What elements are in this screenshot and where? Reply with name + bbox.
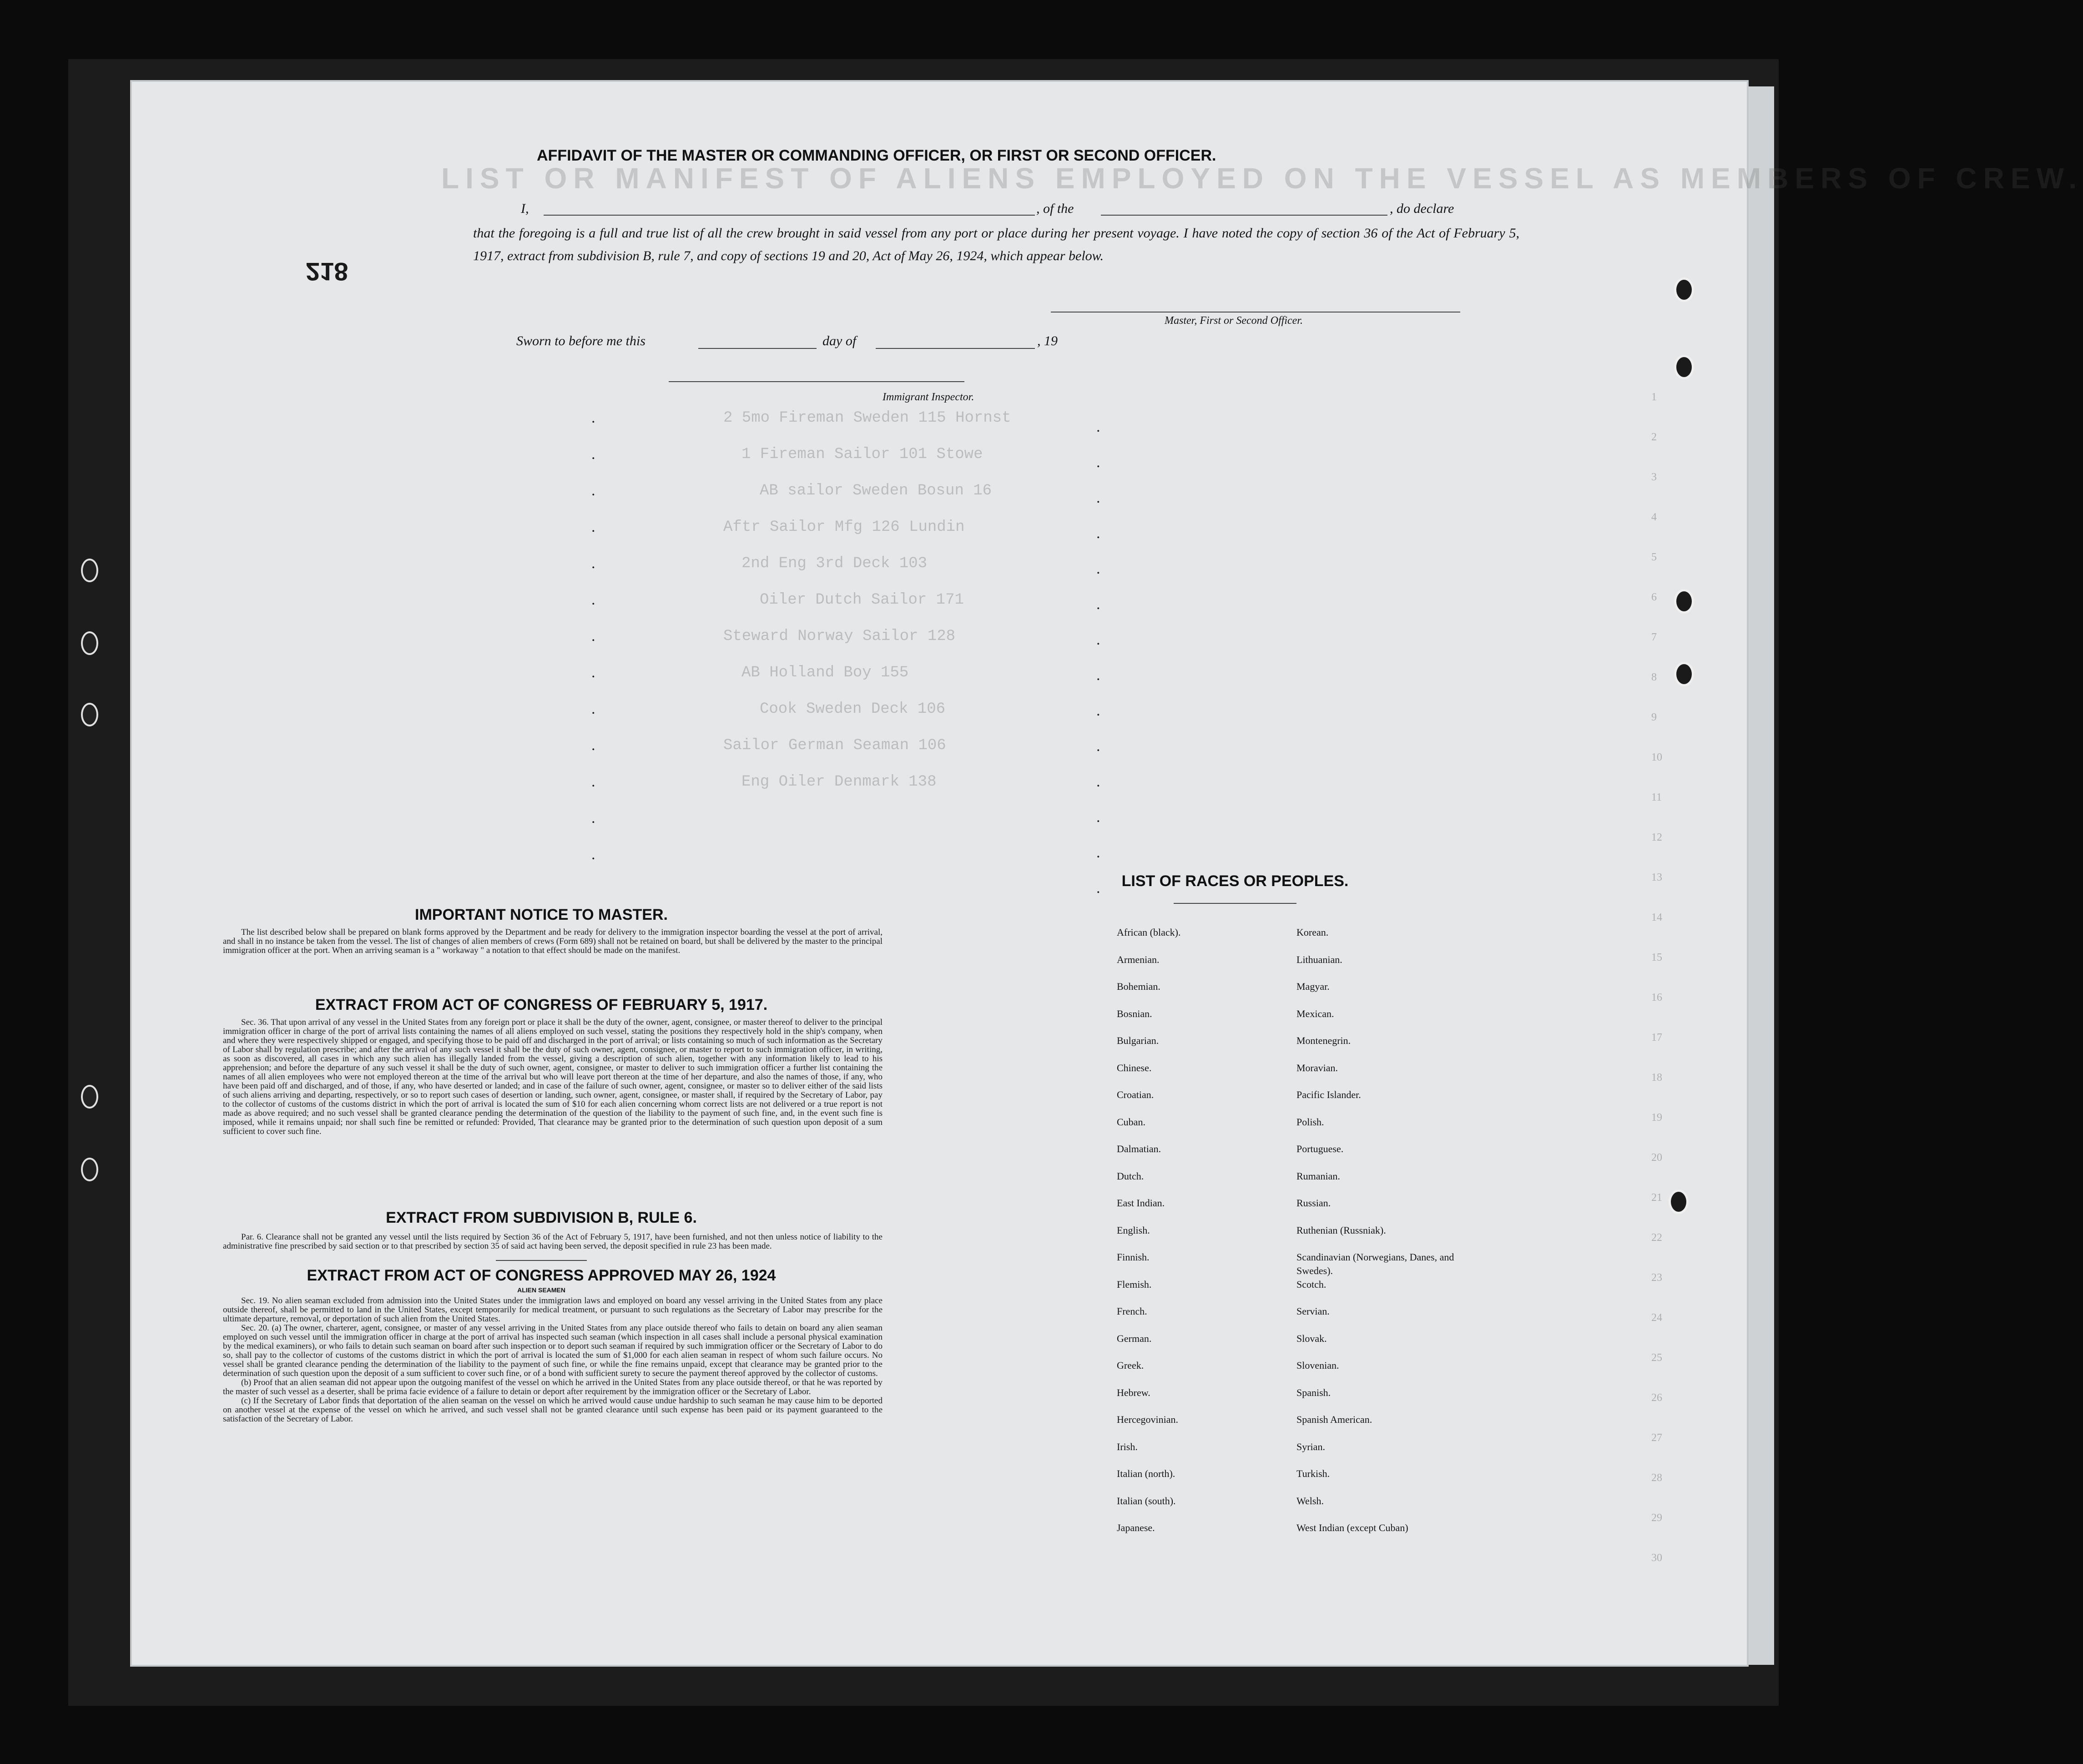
dot-mark: .	[1096, 738, 1100, 755]
dot-mark: .	[1096, 809, 1100, 826]
dot-mark: .	[591, 773, 595, 790]
dot-mark: .	[591, 664, 595, 681]
dot-mark: .	[591, 846, 595, 863]
race-item: Italian (north).	[1117, 1468, 1175, 1479]
sec20b-paragraph: (b) Proof that an alien seaman did not appear upon the outgoing manifest of the vessel on which he arrived in the United States from any place outside thereof, or that he was reported by the master of such vessel as a deserter, shall be prima facie evidence of a failure to detain or deport after requirement by the immigration officer or the Secretary of Labor.	[223, 1378, 883, 1396]
punch-hole	[81, 631, 98, 655]
extract-1924-text	[223, 1296, 883, 1424]
binder-ring	[1674, 355, 1694, 379]
punch-hole	[81, 559, 98, 582]
sworn-day-line	[698, 348, 817, 349]
bleed-row-number: 14	[1651, 912, 1662, 923]
bleed-row-number: 20	[1651, 1152, 1662, 1164]
race-item: Slovenian.	[1296, 1360, 1339, 1371]
extract-rule6-paragraph: Par. 6. Clearance shall not be granted any vessel until the lists required by Section 36 of the Act of February 5, 1917, have been furnished, and not then unless notice of liability to the administrative fine prescribed by said section or to that prescribed by section 35 of said act having been served, the deposit specified in rule 23 has been made.	[223, 1232, 883, 1251]
dot-mark: .	[591, 555, 595, 572]
bleed-through-line: 2 5mo Fireman Sweden 115 Hornst	[723, 409, 1011, 427]
bleed-row-number: 4	[1651, 511, 1657, 523]
bleed-row-number: 17	[1651, 1032, 1662, 1043]
sworn-month-line	[876, 348, 1035, 349]
bleed-row-number: 24	[1651, 1312, 1662, 1324]
race-item: Bohemian.	[1117, 981, 1160, 992]
race-item: Hebrew.	[1117, 1386, 1150, 1398]
extract-rule6-text	[223, 1233, 883, 1251]
dot-mark: .	[591, 591, 595, 608]
extract-1917-paragraph: Sec. 36. That upon arrival of any vessel in the United States from any foreign port or place it shall be the duty of the owner, agent, consignee, or master thereof to deliver to the principal immigration officer in charge of the port of arrival lists containing the names of all aliens employed on such vessel, stating the positions they respectively hold in the ship's company, when and where they were respectively shipped or engaged, and specifying those to be paid off and discharged in the port of arrival; or lists containing so much of such information as the Secretary of Labor shall by regulation prescribe; and after the arrival of any such vessel it shall be the duty of such owner, agent, consignee, or master to report to such immigration officer, in writing, as soon as discovered, all cases in which any such alien has illegally landed from the vessel, giving a description of such alien, together with any information likely to lead to his apprehension; and before the departure of any such vessel it shall be the duty of such owner, agent, consignee, or master to deliver to such immigration officer a further list containing the names of all alien employees who were not employed thereon at the time of the arrival but who will leave port thereon at the time of her departure, and also the names of those, if any, who have been paid off and discharged, and of those, if any, who have deserted or landed; and in case of the failure of such owner, agent, consignee, or master so to deliver either of the said lists of such aliens arriving and departing, respectively, or so to report such cases of desertion or landing, such owner, agent, consignee, or master shall, if required by the Secretary of Labor, pay to the collector of customs of the customs district in which the port of arrival is located the sum of $10 for each alien concerning whom correct lists are not delivered or a true report is not made as above required; and no such vessel shall be granted clearance pending the determination of the question of the liability to the payment of such fine, and, in the event such fine is imposed, while it remains unpaid; nor shall such fine be remitted or refunded: Provided, That clearance may be granted prior to the determination of such question upon deposit of a sum sufficient to cover such fine.	[223, 1018, 883, 1136]
notice-text	[223, 928, 883, 955]
bleed-row-number: 27	[1651, 1432, 1662, 1444]
dot-mark: .	[1096, 560, 1100, 577]
bleed-row-number: 29	[1651, 1512, 1662, 1524]
bleed-through-line: AB sailor Sweden Bosun 16	[760, 482, 992, 499]
bleed-row-number: 19	[1651, 1112, 1662, 1124]
dot-mark: .	[1096, 773, 1100, 790]
affidavit-form-page	[132, 82, 2083, 1665]
bleed-row-number: 28	[1651, 1472, 1662, 1484]
race-item: Slovak.	[1296, 1332, 1327, 1344]
bleed-through-line: Eng Oiler Denmark 138	[741, 773, 937, 791]
extract-rule6-title: EXTRACT FROM SUBDIVISION B, RULE 6.	[386, 1209, 697, 1226]
punch-hole	[81, 1158, 98, 1181]
extract-1924-subtitle: ALIEN SEAMEN	[517, 1286, 565, 1294]
sec19-paragraph: Sec. 19. No alien seaman excluded from admission into the United States under the immigration laws and employed on board any vessel arriving in the United States from any place outside thereof, shall be permitted to land in the United States, except temporarily for medical treatment, or pursuant to such regulations as the Secretary of Labor may prescribe for the ultimate departure, removal, or deportation of such alien from the United States.	[223, 1296, 883, 1324]
bleed-through-line: Cook Sweden Deck 106	[760, 701, 946, 718]
bleed-row-number: 26	[1651, 1392, 1662, 1404]
bleed-through-line: 1 Fireman Sailor 101 Stowe	[741, 446, 983, 463]
race-item: Bosnian.	[1117, 1008, 1152, 1019]
bleed-through-line: Oiler Dutch Sailor 171	[760, 591, 964, 609]
bleed-row-number: 22	[1651, 1232, 1662, 1244]
bleed-row-number: 25	[1651, 1352, 1662, 1364]
affidavit-title: AFFIDAVIT OF THE MASTER OR COMMANDING OFFICER, OR FIRST OR SECOND OFFICER.	[537, 147, 1216, 164]
bleed-row-number: 8	[1651, 671, 1657, 683]
stamped-number: 218	[306, 257, 348, 286]
dot-mark: .	[591, 519, 595, 535]
section-divider	[496, 1260, 587, 1261]
bleed-row-number: 10	[1651, 751, 1662, 763]
race-item: East Indian.	[1117, 1197, 1165, 1209]
race-item: Lithuanian.	[1296, 953, 1342, 965]
race-item: Japanese.	[1117, 1522, 1155, 1533]
dot-mark: .	[591, 737, 595, 754]
race-item: Ruthenian (Russniak).	[1296, 1224, 1386, 1236]
race-item: Scandinavian (Norwegians, Danes, and Swedes).	[1296, 1251, 1454, 1276]
punch-hole	[81, 1085, 98, 1109]
bleed-row-number: 21	[1651, 1192, 1662, 1204]
dot-mark: .	[591, 810, 595, 827]
race-item: Italian (south).	[1117, 1495, 1176, 1507]
bleed-through-line: AB Holland Boy 155	[741, 664, 909, 681]
race-item: African (black).	[1117, 927, 1181, 938]
bleed-row-number: 15	[1651, 952, 1662, 963]
race-item: Chinese.	[1117, 1062, 1152, 1074]
race-item: French.	[1117, 1305, 1147, 1317]
bleed-row-number: 1	[1651, 391, 1657, 403]
bleed-row-number: 2	[1651, 431, 1657, 443]
race-item: Scotch.	[1296, 1278, 1326, 1290]
dot-mark: .	[1096, 667, 1100, 684]
race-item: English.	[1117, 1224, 1150, 1236]
bleed-row-number: 6	[1651, 591, 1657, 603]
race-item: Montenegrin.	[1296, 1035, 1351, 1046]
dot-mark: .	[591, 482, 595, 499]
race-item: Dutch.	[1117, 1170, 1144, 1182]
race-item: Korean.	[1296, 927, 1329, 938]
bleed-row-number: 7	[1651, 631, 1657, 643]
extract-1917-text	[223, 1018, 883, 1136]
race-item: Hercegovinian.	[1117, 1414, 1178, 1425]
sec20c-paragraph: (c) If the Secretary of Labor finds that deportation of the alien seaman on the vessel on which he arrived would cause undue hardship to such seaman he may cause him to be deported on another vessel at the expense of the vessel on which he arrived, and such vessel shall not be granted clearance until such expense has been paid or its payment guaranteed to the satisfaction of the Secretary of Labor.	[223, 1396, 883, 1424]
race-item: Russian.	[1296, 1197, 1331, 1209]
sworn-prefix: Sworn to before me this	[516, 333, 646, 348]
race-item: German.	[1117, 1332, 1152, 1344]
binder-ring	[1669, 1189, 1689, 1214]
dot-mark: .	[1096, 596, 1100, 613]
bleed-through-line: Aftr Sailor Mfg 126 Lundin	[723, 519, 965, 536]
extract-1917-title: EXTRACT FROM ACT OF CONGRESS OF FEBRUARY 5, 1917.	[315, 996, 768, 1013]
extract-1924-title: EXTRACT FROM ACT OF CONGRESS APPROVED MAY 26, 1924	[307, 1267, 776, 1284]
bleed-through-line: 2nd Eng 3rd Deck 103	[741, 555, 928, 572]
master-signature-label: Master, First or Second Officer.	[1165, 315, 1303, 327]
sworn-day-of: day of	[822, 333, 857, 348]
race-item: Greek.	[1117, 1360, 1144, 1371]
race-item: Portuguese.	[1296, 1143, 1344, 1154]
race-item: Welsh.	[1296, 1495, 1324, 1507]
race-item: Flemish.	[1117, 1278, 1152, 1290]
race-item: Dalmatian.	[1117, 1143, 1161, 1154]
bleed-row-number: 9	[1651, 711, 1657, 723]
affidavit-of-the: , of the	[1036, 201, 1074, 216]
affidavit-statement: that the foregoing is a full and true list of all the crew brought in said vessel from any port or place during her present voyage. I have noted the copy of section 36 of the Act of February 5, 1917, extract from subdivision B, rule 7, and copy of sections 19 and 20, Act of May 26, 1924, which appear below.	[473, 226, 1519, 263]
binder-ring	[1674, 662, 1694, 686]
inspector-label: Immigrant Inspector.	[883, 391, 974, 403]
race-item: Spanish American.	[1296, 1414, 1372, 1425]
bleed-row-number: 16	[1651, 992, 1662, 1003]
affidavit-do-declare: , do declare	[1390, 201, 1454, 216]
notice-title: IMPORTANT NOTICE TO MASTER.	[415, 906, 668, 923]
bleed-row-number: 23	[1651, 1272, 1662, 1284]
dot-mark: .	[591, 409, 595, 426]
dot-mark: .	[591, 628, 595, 645]
dot-mark: .	[1096, 418, 1100, 435]
dot-mark: .	[1096, 880, 1100, 897]
race-item: Turkish.	[1296, 1468, 1330, 1479]
bleed-row-number: 11	[1651, 791, 1662, 803]
punch-hole	[81, 703, 98, 726]
race-item: Pacific Islander.	[1296, 1089, 1361, 1100]
race-item: Spanish.	[1296, 1386, 1331, 1398]
dot-mark: .	[1096, 454, 1100, 471]
race-item: Syrian.	[1296, 1441, 1325, 1452]
affidavit-i: I,	[521, 201, 529, 216]
dot-mark: .	[591, 701, 595, 717]
sworn-year: , 19	[1037, 333, 1058, 348]
races-title: LIST OF RACES OR PEOPLES.	[1121, 872, 1349, 890]
bleed-through-header: LIST OR MANIFEST OF ALIENS EMPLOYED ON THE VESSEL AS MEMBERS OF CREW.	[441, 162, 2083, 195]
dot-mark: .	[1096, 631, 1100, 648]
dot-mark: .	[591, 446, 595, 463]
notice-paragraph: The list described below shall be prepared on blank forms approved by the Department and be ready for delivery to the immigration inspector boarding the vessel at the port of arrival, and shall in no instance be taken from the vessel. The list of changes of alien members of crews (Form 689) shall not be retained on board, but shall be delivered by the master to the principal immigration officer at the port. When an arriving seaman is a " workaway " a notation to that effect should be made on the manifest.	[223, 927, 883, 955]
race-item: Cuban.	[1117, 1116, 1145, 1128]
race-item: Finnish.	[1117, 1251, 1150, 1263]
sec20a-paragraph: Sec. 20. (a) The owner, charterer, agent, consignee, or master of any vessel arriving in the United States from any place outside thereof who fails to detain on board any alien seaman employed on such vessel until the immigration officer in charge at the port of arrival has inspected such seaman (which inspection in all cases shall include a personal physical examination by the medical examiners), or who fails to detain such seaman on board after such inspection or to deport such seaman if required by such immigration officer or the Secretary of Labor to do so, shall pay to the collector of customs of the customs district in which the port of arrival is located the sum of $1,000 for each alien seaman in respect of whom such failure occurs. No vessel shall be granted clearance pending the determination of the liability to the payment of such fine, or while the fine remains unpaid, except that clearance may be granted prior to the determination of such question upon the deposit of a sum sufficient to cover such fine, or of a bond with sufficient surety to secure the payment thereof approved by the collector of customs.	[223, 1323, 883, 1378]
race-item: Armenian.	[1117, 953, 1160, 965]
declarant-name-line	[544, 215, 1035, 216]
bleed-through-line: Steward Norway Sailor 128	[723, 628, 956, 645]
dot-mark: .	[1096, 702, 1100, 719]
race-item: West Indian (except Cuban)	[1296, 1522, 1408, 1533]
bleed-through-line: Sailor German Seaman 106	[723, 737, 946, 754]
races-divider	[1174, 903, 1296, 904]
bleed-row-number: 12	[1651, 832, 1662, 843]
bleed-row-number: 18	[1651, 1072, 1662, 1084]
race-item: Croatian.	[1117, 1089, 1154, 1100]
vessel-name-line	[1101, 215, 1387, 216]
race-item: Polish.	[1296, 1116, 1324, 1128]
bleed-row-number: 3	[1651, 471, 1657, 483]
dot-mark: .	[1096, 489, 1100, 506]
dot-mark: .	[1096, 844, 1100, 861]
affidavit-body	[473, 222, 1519, 267]
binder-ring	[1674, 277, 1694, 302]
binder-ring	[1674, 589, 1694, 614]
race-item: Irish.	[1117, 1441, 1138, 1452]
race-item: Mexican.	[1296, 1008, 1334, 1019]
bleed-row-number: 30	[1651, 1552, 1662, 1564]
race-item: Moravian.	[1296, 1062, 1338, 1074]
race-item: Rumanian.	[1296, 1170, 1340, 1182]
race-item: Bulgarian.	[1117, 1035, 1159, 1046]
dot-mark: .	[1096, 525, 1100, 542]
bleed-row-number: 13	[1651, 872, 1662, 883]
bleed-row-number: 5	[1651, 551, 1657, 563]
inspector-signature-line	[669, 381, 964, 382]
race-item: Magyar.	[1296, 981, 1330, 992]
race-item: Servian.	[1296, 1305, 1330, 1317]
